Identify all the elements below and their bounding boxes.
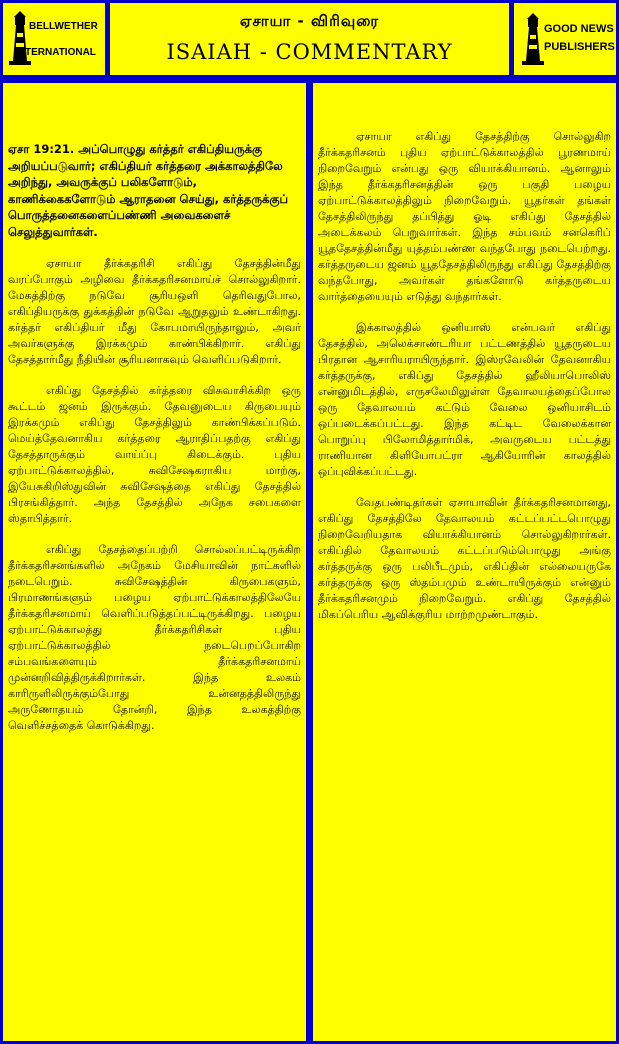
title-box bbox=[110, 3, 509, 75]
logo-right-line1: GOOD NEWS bbox=[544, 23, 614, 35]
right-paragraph-3: வேதபண்டிதர்கள் ஏசாயாவின் தீர்க்கதரிசனமானது, எகிப்து தேசத்திலே தேவாலயம் கட்டப்பட்டபொழுது நிறைவேறியதாக வியாக்கியானம் சொல்லுகிறார்கள். எகிப்தில் தேவாலயம் கட்டப்படும்பொழுது அங்கு கர்த்தருக்கு ஒரு பலிபீடமும், எகிப்தின் எல்லையருகே கர்த்தருக்கு ஒரு ஸ்தம்பமும் உண்டாயிருக்கும் என்னும் தீர்க்கதரிசனமும் நிறைவேறும். எகிப்து தேசத்தில் மிகப்பெரிய ஆவிக்குரிய மாற்றமுண்டாகும். bbox=[318, 496, 611, 621]
logo-right-line2: PUBLISHERS bbox=[544, 41, 615, 53]
left-column bbox=[3, 83, 306, 1041]
publisher-logo-right bbox=[514, 3, 616, 75]
right-paragraph-1: ஏசாயா எகிப்து தேசத்திற்கு சொல்லுகிற தீர்க்கதரிசனம் புதிய ஏற்பாட்டுக்காலத்தில் பூரணமாய் நிறைவேறும் என்பது ஒரு வியாக்கியானம். ஆனாலும் இந்த தீர்க்கதரிசனத்தின் ஒரு பகுதி பழைய ஏற்பாட்டுக்காலத்திலும் நிறைவேறும். யூதர்கள் தங்கள் தேசத்திலிருந்து தப்பித்து ஓடி எகிப்து தேசத்தில் அடைக்கலம் பெறுவார்கள். இந்த சம்பவம் சனகெரிப் யூததேசத்தின்மீது யுத்தம்பண்ண வந்தபோது நடைபெற்றது. கர்த்தருடைய ஜனம் யூததேசத்திலிருந்து எகிப்து தேசத்திற்கு வந்தபோது, அவர்கள் தங்களோடு கர்த்தருடைய வார்த்தையையும் எடுத்து வந்தார்கள். bbox=[318, 130, 611, 303]
left-paragraph-1: ஏசாயா தீர்க்கதரிசி எகிப்து தேசத்தின்மீது வரப்போகும் அழிவை தீர்க்கதரிசனமாய்ச் சொல்லுகிறார். மேகத்திற்கு நடுவே சூரியஒளி தெரிவதுபோல, எகிப்தியருக்கு துக்கத்தின் நடுவே ஆறுதலும் உண்டாகிறது. கர்த்தர் எகிப்தியர் மீது கோபமாயிருந்தாலும், அவர் அவர்களுக்கு இரக்கமும் காண்பிக்கிறார். எகிப்து தேசத்தார்மீது நீதியின் சூரியனாகவும் வெளிப்படுகிறார். bbox=[8, 257, 301, 366]
left-paragraph-3: எகிப்து தேசத்தைப்பற்றி சொல்லப்பட்டிருக்கிற தீர்க்கதரிசனங்களில் அநேகம் மேசியாவின் நாட்களில் நடைபெறும். சுவிசேஷத்தின் கிருபைகளும், பிரமாணங்களும் பழைய ஏற்பாட்டுக்காலத்திலேயே தீர்க்கதரிசனமாய் வெளிப்படுத்தப்பட்டிருக்கிறது. பழைய ஏற்பாட்டுக்காலத்து தீர்க்கதரிசிகள் புதிய ஏற்பாட்டுக்காலத்தில் நடைபெறப்போகிற சம்பவங்களையும் தீர்க்கதரிசனமாய் முன்னறிவித்திருக்கிறார்கள். இந்த உலகம் காரிருளிலிருக்கும்போது உன்னதத்திலிருந்து அருணோதயம் தோன்றி, இந்த உலகத்திற்கு வெளிச்சத்தைக் கொடுக்கிறது. bbox=[8, 543, 301, 732]
content-frame bbox=[0, 78, 619, 1044]
right-paragraph-2: இக்காலத்தில் ஒனியாஸ் என்பவர் எகிப்து தேசத்தில், அலெக்சாண்டரியா பட்டணத்தில் யூதருடைய பிரதான ஆசாரியராயிருந்தார். இஸ்ரவேலின் தேவனாகிய கர்த்தருக்கு, எகிப்து தேசத்தில் ஹீலியாபொலிஸ் என்னுமிடத்தில், எருசலேமிலுள்ள தேவாலயத்தைப்போல ஒரு தேவாலயம் கட்டும் வேலை ஒனியாசிடம் ஒப்படைக்கப்பட்டது. இந்த கட்டிட வேலைக்கான பொறுப்பு பிலோமித்தார்மிக், அவருடைய பட்டத்து ராணியான கிளியோபட்ரா ஆகியோரின் காலத்தில் ஒப்புவிக்கப்பட்டது. bbox=[318, 321, 611, 478]
header-bar bbox=[0, 0, 619, 78]
lighthouse-icon bbox=[522, 13, 544, 67]
logo-left-line2: INTERNATIONAL bbox=[15, 47, 96, 58]
verse-text: ஏசா 19:21. அப்பொழுது கர்த்தர் எகிப்தியருக்கு அறியப்படுவார்; எகிப்தியர் கர்த்தரை அக்காலத்திலே அறிந்து, அவருக்குப் பலிகளோடும், காணிக்கைகளோடும் ஆராதனை செய்து, கர்த்தருக்குப் பொருத்தனைகளைப்பண்ணி அவைகளைச் செலுத்துவார்கள். bbox=[8, 142, 289, 239]
title-tamil: ஏசாயா - விரிவுரை bbox=[239, 12, 380, 30]
right-column bbox=[313, 83, 616, 1041]
title-english: ISAIAH - COMMENTARY bbox=[166, 40, 453, 64]
logo-left-line1: BELLWETHER bbox=[29, 21, 98, 32]
publisher-logo-left bbox=[3, 3, 105, 75]
left-paragraph-2: எகிப்து தேசத்தில் கர்த்தரை விசுவாசிக்கிற ஒரு கூட்டம் ஜனம் இருக்கும். தேவனுடைய கிருபையும் இரக்கமும் எகிப்து தேசத்திலும் காண்பிக்கப்படும். மெய்த்தேவனாகிய கர்த்தரை ஆராதிப்பதற்கு எகிப்து தேசத்தாருக்கும் வாய்ப்பு கிடைக்கும். புதிய ஏற்பாட்டுக்காலத்தில், சுவிசேஷகராகிய மாற்கு, இயேசுகிறிஸ்துவின் சுவிசேஷத்தை எகிப்து தேசத்தில் பிரசங்கித்தார். அந்த தேசத்தில் அநேக சபைகளை ஸ்தாபித்தார். bbox=[8, 384, 301, 525]
